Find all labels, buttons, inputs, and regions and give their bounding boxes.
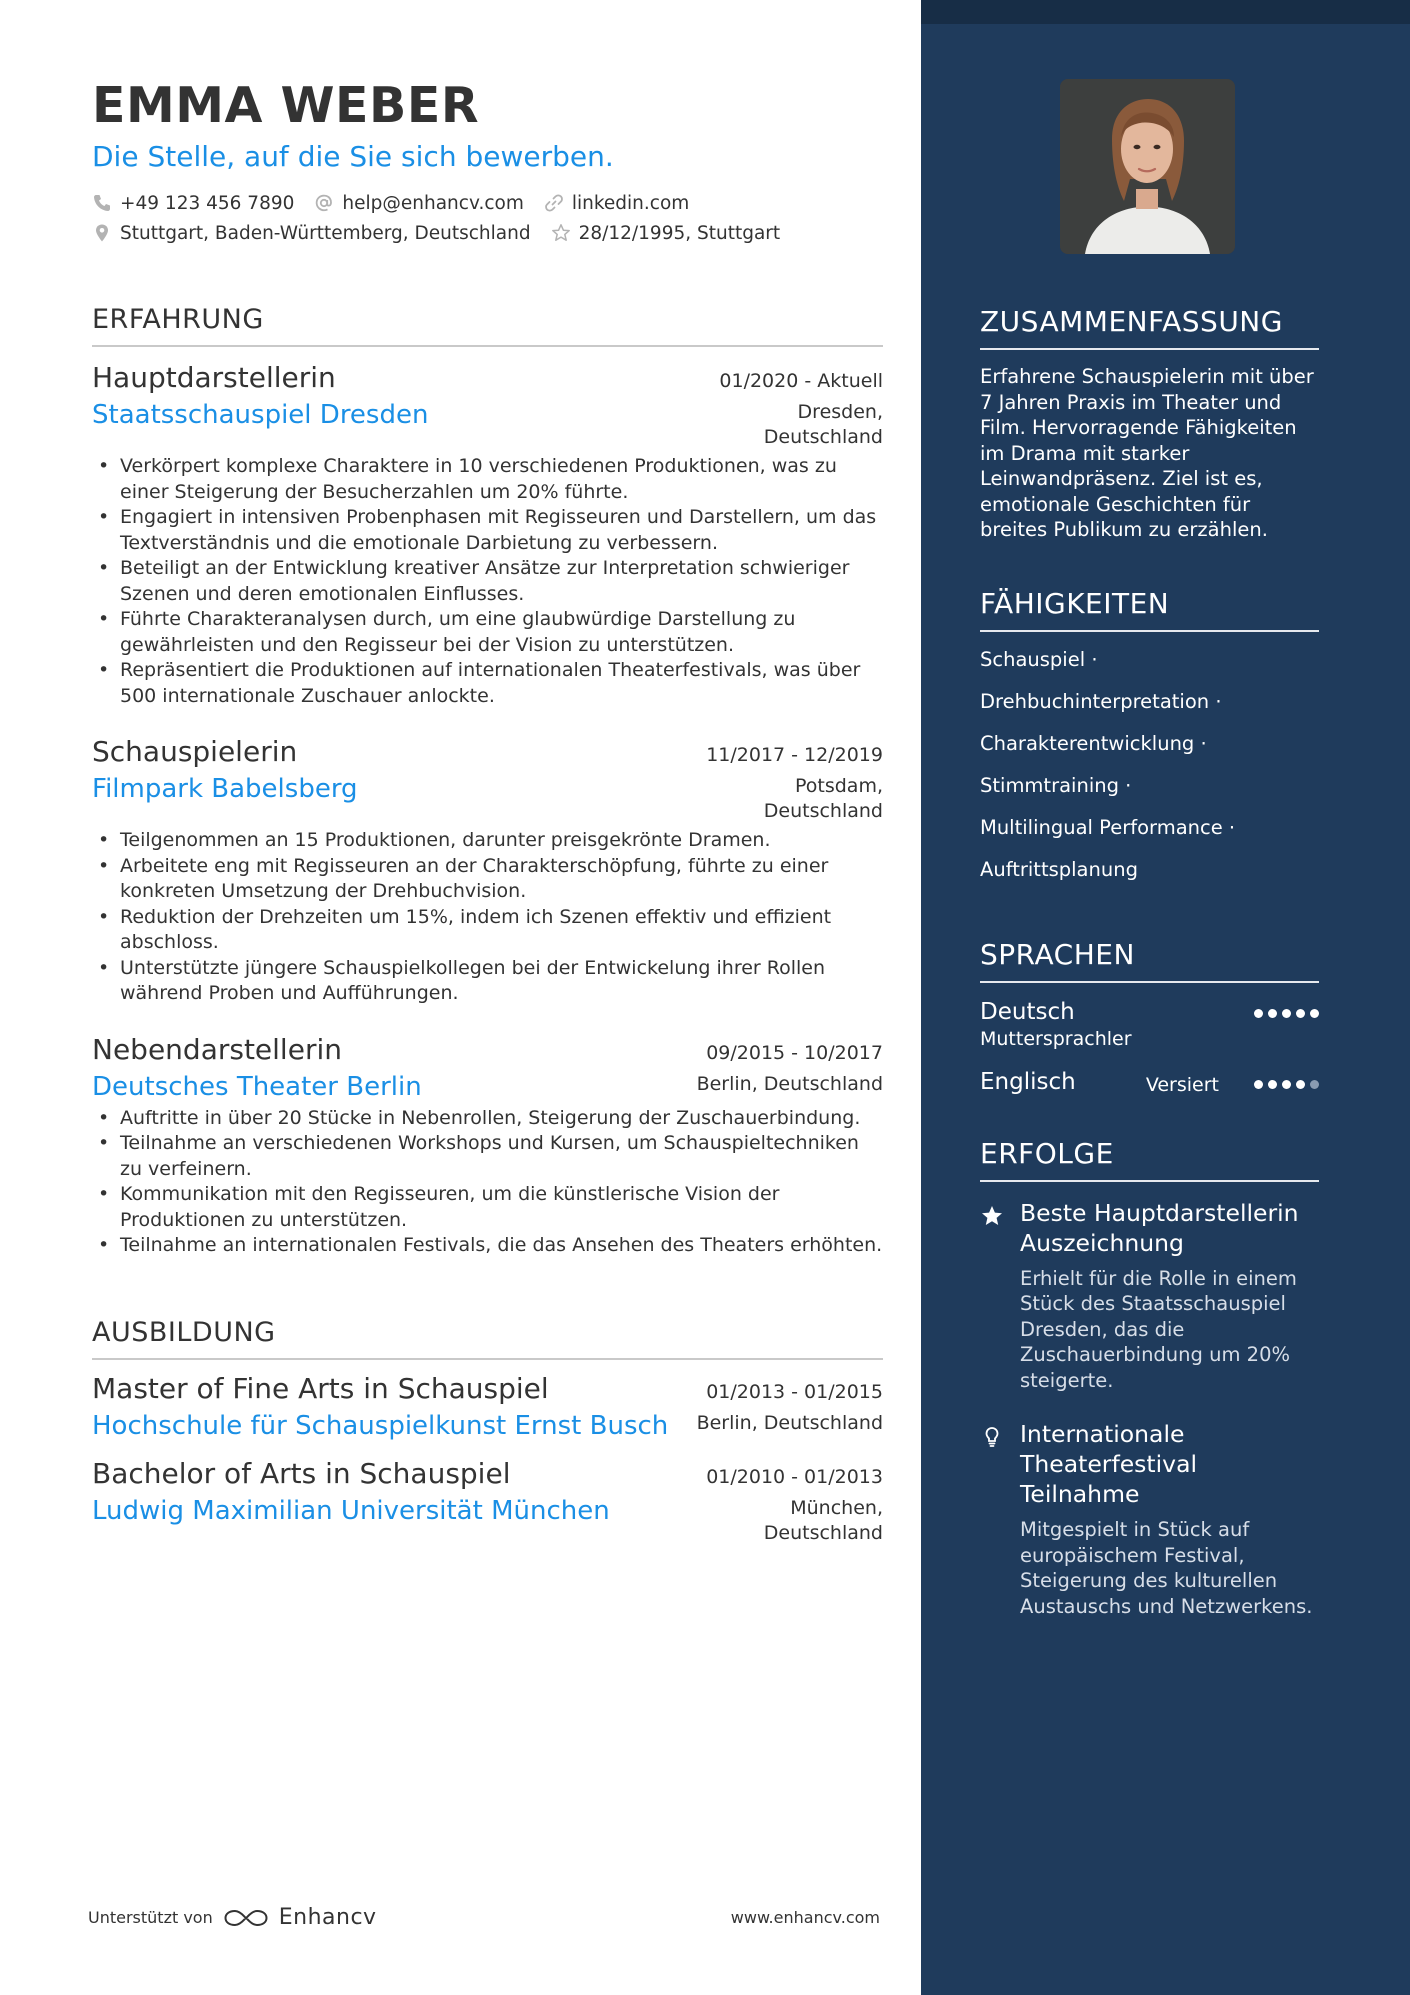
bullet-item: • Engagiert in intensiven Probenphasen mit Regisseuren und Darstellern, um das Textverständnis und die emotionale Darbietung zu verbessern. <box>92 505 883 556</box>
bullet-item: • Beteiligt an der Entwicklung kreativer Ansätze zur Interpretation schwieriger Szenen und deren emotionalen Einflusses. <box>92 556 883 607</box>
phone-contact[interactable] <box>92 193 294 214</box>
language-rating <box>1249 1009 1319 1018</box>
profile-photo <box>1060 79 1235 254</box>
education-location: Berlin, Deutschland <box>696 1411 883 1434</box>
language-name: Deutsch <box>980 998 1075 1025</box>
email-text: help@enhancv.com <box>342 192 524 214</box>
location-text: Stuttgart, Baden-Württemberg, Deutschland <box>120 222 531 244</box>
link-icon <box>544 193 564 213</box>
language-item <box>980 997 1319 1051</box>
rating-dot-filled <box>1282 1009 1291 1018</box>
degree-title: Bachelor of Arts in Schauspiel <box>92 1456 511 1490</box>
rating-dot-filled <box>1254 1009 1263 1018</box>
job-title: Schauspielerin <box>92 735 298 768</box>
rating-dot-filled <box>1268 1080 1277 1089</box>
bullet-item: • Reduktion der Drehzeiten um 15%, indem ich Szenen effektiv und effizient abschloss. <box>92 905 883 956</box>
email-contact[interactable] <box>314 193 523 214</box>
star-outline-icon <box>551 223 571 243</box>
linkedin-text: linkedin.com <box>571 192 690 214</box>
rating-dot-filled <box>1282 1080 1291 1089</box>
location-pin-icon <box>92 223 112 243</box>
bullet-item: • Auftritte in über 20 Stücke in Nebenrollen, Steigerung der Zuschauerbindung. <box>92 1106 883 1132</box>
sidebar-top-bar <box>921 0 1410 24</box>
job-bullets <box>92 454 883 709</box>
bullet-item: • Repräsentiert die Produktionen auf internationalen Theaterfestivals, was über 500 internationale Zuschauer anlockte. <box>92 658 883 709</box>
summary-section <box>980 305 1319 543</box>
languages-title: SPRACHEN <box>980 938 1319 983</box>
experience-entry <box>92 361 883 709</box>
company-name: Staatsschauspiel Dresden <box>92 400 429 430</box>
degree-title: Master of Fine Arts in Schauspiel <box>92 1371 549 1405</box>
bullet-item: • Teilgenommen an 15 Produktionen, darunter preisgekrönte Dramen. <box>92 828 883 854</box>
rating-dot-empty <box>1310 1080 1319 1089</box>
lightbulb-icon <box>980 1425 1004 1449</box>
job-date: 01/2020 - Aktuell <box>719 370 883 392</box>
company-name: Filmpark Babelsberg <box>92 774 358 804</box>
skill-item: Schauspiel · <box>980 647 1098 671</box>
achievement-title: Beste Hauptdarstellerin Auszeichnung <box>1020 1198 1299 1257</box>
school-name: Hochschule für Schauspielkunst Ernst Busch <box>92 1410 669 1441</box>
powered-by-label: Unterstützt von <box>88 1908 213 1927</box>
linkedin-contact[interactable] <box>544 193 689 214</box>
achievement-desc: Erhielt für die Rolle in einem Stück des Staatsschauspiel Dresden, das die Zuschauerbindung um 20% steigerte. <box>1020 1266 1297 1392</box>
skills-title: FÄHIGKEITEN <box>980 587 1319 632</box>
education-date: 01/2013 - 01/2015 <box>706 1380 883 1403</box>
sidebar-content <box>980 305 1319 1619</box>
job-location: Berlin, Deutschland <box>696 1072 883 1095</box>
skill-item: Drehbuchinterpretation · <box>980 689 1222 713</box>
job-date: 09/2015 - 10/2017 <box>706 1041 883 1064</box>
bullet-item: • Arbeitete eng mit Regisseuren an der Charakterschöpfung, führte zu einer konkreten Umsetzung der Drehbuchvision. <box>92 854 883 905</box>
education-entry <box>92 1457 883 1546</box>
bullet-item: • Kommunikation mit den Regisseuren, um die künstlerische Vision der Produktionen zu unterstützen. <box>92 1182 883 1233</box>
job-location: Potsdam, Deutschland <box>763 775 883 822</box>
rating-dot-filled <box>1296 1080 1305 1089</box>
bullet-item: • Teilnahme an internationalen Festivals, die das Ansehen des Theaters erhöhten. <box>92 1233 883 1259</box>
achievement-title: Internationale Theaterfestival Teilnahme <box>1020 1420 1197 1508</box>
enhancv-logo[interactable] <box>223 1905 377 1930</box>
enhancv-logo-icon <box>223 1906 269 1930</box>
experience-title: ERFAHRUNG <box>92 304 883 347</box>
candidate-name: EMMA WEBER <box>92 77 480 134</box>
rating-dot-filled <box>1310 1009 1319 1018</box>
job-bullets <box>92 828 883 1007</box>
language-level: Versiert <box>1145 1073 1219 1096</box>
location-contact <box>92 223 531 244</box>
job-date: 11/2017 - 12/2019 <box>706 744 883 766</box>
bullet-item: • Teilnahme an verschiedenen Workshops und Kursen, um Schauspieltechniken zu verfeinern. <box>92 1131 883 1182</box>
footer <box>88 1905 880 1930</box>
birth-contact <box>551 223 781 244</box>
language-rating <box>1249 1080 1319 1089</box>
education-section <box>92 1317 883 1546</box>
education-entry <box>92 1372 883 1441</box>
bullet-item: • Unterstützte jüngere Schauspielkollegen bei der Entwickelung ihrer Rollen während Proben und Aufführungen. <box>92 956 883 1007</box>
job-title: Nebendarstellerin <box>92 1032 342 1066</box>
rating-dot-filled <box>1268 1009 1277 1018</box>
brand-name: Enhancv <box>278 1905 377 1930</box>
achievements-section <box>980 1137 1319 1620</box>
phone-text: +49 123 456 7890 <box>120 192 295 214</box>
birth-text: 28/12/1995, Stuttgart <box>578 222 781 244</box>
summary-title: ZUSAMMENFASSUNG <box>980 305 1319 350</box>
rating-dot-filled <box>1296 1009 1305 1018</box>
skills-section <box>980 587 1319 898</box>
skill-item: Auftrittsplanung <box>980 857 1138 881</box>
summary-text: Erfahrene Schauspielerin mit über 7 Jahren Praxis im Theater und Film. Hervorragende Fähigkeiten im Drama mit starker Leinwandpräsenz. Ziel ist es, emotionale Geschichten für breites Publikum zu erzählen. <box>980 365 1314 541</box>
achievement-desc: Mitgespielt in Stück auf europäischem Festival, Steigerung des kulturellen Austauschs und Netzwerkens. <box>1020 1518 1313 1618</box>
language-level: Muttersprachler <box>980 1027 1132 1050</box>
education-title: AUSBILDUNG <box>92 1317 883 1360</box>
skill-item: Multilingual Performance · <box>980 815 1236 839</box>
company-name: Deutsches Theater Berlin <box>92 1071 422 1102</box>
languages-section <box>980 938 1319 1097</box>
rating-dot-filled <box>1254 1080 1263 1089</box>
skill-item: Charakterentwicklung · <box>980 731 1207 755</box>
job-location: Dresden, Deutschland <box>763 401 883 448</box>
education-date: 01/2010 - 01/2013 <box>706 1465 883 1488</box>
language-name: Englisch <box>980 1068 1076 1095</box>
phone-icon <box>92 193 112 213</box>
bullet-item: • Führte Charakteranalysen durch, um eine glaubwürdige Darstellung zu gewährleisten und den Regisseur bei der Vision zu unterstützen. <box>92 607 883 658</box>
experience-entry <box>92 1033 883 1259</box>
contact-info <box>92 188 883 248</box>
at-icon <box>314 193 334 213</box>
bullet-item: • Verkörpert komplexe Charaktere in 10 verschiedenen Produktionen, was zu einer Steigerung der Besucherzahlen um 20% führte. <box>92 454 883 505</box>
language-item <box>980 1067 1319 1097</box>
experience-entry <box>92 735 883 1007</box>
achievements-title: ERFOLGE <box>980 1137 1319 1182</box>
achievement-item <box>980 1419 1319 1619</box>
footer-url[interactable]: www.enhancv.com <box>730 1908 880 1927</box>
achievement-item <box>980 1198 1319 1394</box>
headline: Die Stelle, auf die Sie sich bewerben. <box>92 140 614 173</box>
education-location: München, Deutschland <box>763 1496 883 1544</box>
school-name: Ludwig Maximilian Universität München <box>92 1495 610 1526</box>
job-title: Hauptdarstellerin <box>92 361 336 394</box>
experience-section <box>92 304 883 1259</box>
skill-item: Stimmtraining · <box>980 773 1132 797</box>
job-bullets <box>92 1106 883 1259</box>
star-icon <box>980 1204 1004 1228</box>
skills-list <box>980 646 1319 898</box>
